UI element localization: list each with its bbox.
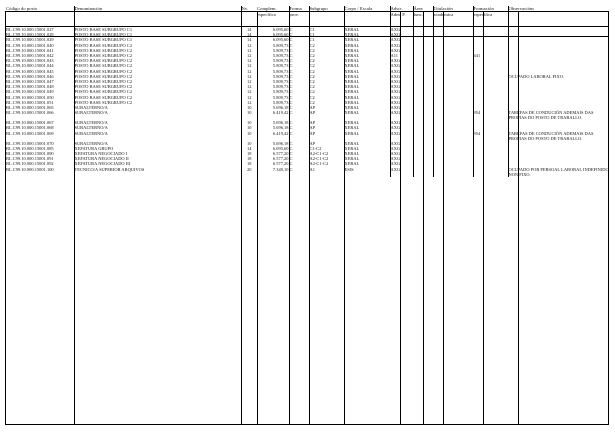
cell-codigo: BL.C99.10.000.15001.029 xyxy=(6,37,54,43)
header-line: Forma xyxy=(289,6,302,11)
cell-observacions: OCUPADO LABORAL FIXO. xyxy=(508,74,609,79)
column-rule-forma-prov xyxy=(289,11,290,425)
cell-denominacion: POSTO BASE SUBGRUPO C2 xyxy=(74,48,241,53)
column-rule-area xyxy=(423,11,424,425)
column-header-codigo xyxy=(6,6,74,27)
cell-complemento: 6.419,42 xyxy=(272,110,289,116)
cell-formacion: 954 xyxy=(473,131,508,141)
cell-adscr: AXG xyxy=(390,105,413,110)
cell-denominacion: POSTO BASE SUBGRUPO C2 xyxy=(74,95,241,100)
cell-subgrupo: C2 xyxy=(309,79,344,84)
cell-subgrupo: A2-C1-C2 xyxy=(309,151,344,156)
cell-subgrupo: AP xyxy=(309,141,344,146)
cell-subgrupo: C2 xyxy=(309,100,344,105)
cell-nivel: 18 xyxy=(241,151,257,156)
cell-forma-prov: C xyxy=(289,105,309,110)
cell-complemento: 5.809,73 xyxy=(272,79,289,85)
cell-nivel: 10 xyxy=(241,110,257,120)
cell-adscr: AXG xyxy=(390,32,413,37)
cell-denominacion: POSTO BASE SUBGRUPO C2 xyxy=(74,84,241,89)
cell-titulacion xyxy=(433,131,473,141)
cell-adscr: AXG xyxy=(390,74,413,79)
cell-forma-prov: C xyxy=(289,84,309,89)
document-page xyxy=(0,6,615,445)
cell-codigo: BL.C99.10.000.15001.028 xyxy=(6,32,54,38)
cell-corpo: XERAL xyxy=(344,32,390,37)
cell-observacions: OCUPADO POR PERSOAL LABORAL INDEFINIDO NON FIXO. xyxy=(508,166,609,177)
header-line: Subgrupo xyxy=(309,6,328,11)
cell-corpo: XERAL xyxy=(344,156,390,161)
cell-subgrupo: C2 xyxy=(309,89,344,94)
cell-forma-prov: C xyxy=(289,53,309,58)
cell-forma-prov: C xyxy=(289,79,309,84)
column-rule-nivel xyxy=(241,11,242,425)
column-header-titulacion xyxy=(433,6,473,27)
cell-corpo: XERAL xyxy=(344,146,390,151)
header-line: Formación xyxy=(473,6,494,11)
cell-denominacion: SUBALTERNO/A xyxy=(74,105,241,110)
cell-denominacion: POSTO BASE SUBGRUPO C2 xyxy=(74,79,241,84)
cell-complemento: 6.577,20 xyxy=(272,151,289,157)
cell-nivel: 12 xyxy=(241,48,257,53)
cell-denominacion: SUBALTERNO/A xyxy=(74,131,241,141)
cell-denominacion: XEFATURA GRUPO xyxy=(74,146,241,151)
cell-codigo: BL.C99.10.000.15001.042 xyxy=(6,53,54,59)
column-rule-observacions xyxy=(518,11,519,425)
cell-complemento: 5.809,73 xyxy=(272,73,289,79)
header-line: específica xyxy=(473,11,493,17)
cell-codigo: BL.C99.10.000.15001.068 xyxy=(6,125,54,131)
cell-corpo: XERAL xyxy=(344,120,390,125)
cell-observacions: TAREFAS DE CONDUCIÓN ADEMAIS DAS PROPIAS DO POSTO DE TRABALLO. xyxy=(508,110,609,120)
cell-complemento: 5.809,73 xyxy=(272,84,289,90)
cell-codigo: BL.C99.10.000.15001.045 xyxy=(6,68,54,74)
cell-forma-prov: C xyxy=(289,37,309,42)
cell-codigo: BL.C99.10.000.15001.047 xyxy=(6,79,54,85)
cell-complemento: 5.809,73 xyxy=(272,53,289,59)
cell-forma-prov: C xyxy=(289,110,309,120)
cell-denominacion: POSTO BASE SUBGRUPO C1 xyxy=(74,27,241,33)
cell-codigo: BL.C99.10.000.15001.044 xyxy=(6,63,54,69)
cell-codigo: BL.C99.10.000.15001.070 xyxy=(6,140,54,146)
cell-codigo: BL.C99.10.000.15001.091 xyxy=(6,156,54,162)
header-line: Corpo / Escala xyxy=(344,6,373,11)
cell-denominacion: POSTO BASE SUBGRUPO C2 xyxy=(74,63,241,68)
header-line: Área xyxy=(413,6,423,11)
cell-nivel: 14 xyxy=(241,37,257,42)
cell-complemento: 5.809,73 xyxy=(272,68,289,74)
cell-subgrupo: AP xyxy=(309,120,344,125)
cell-adscr: AXG xyxy=(390,110,413,120)
cell-nivel: 12 xyxy=(241,74,257,79)
cell-complemento: 6.095,60 xyxy=(272,145,289,151)
cell-complemento: 5.809,73 xyxy=(272,63,289,69)
cell-forma-prov: C xyxy=(289,151,309,156)
cell-forma-prov: C xyxy=(289,74,309,79)
cell-denominacion: POSTO BASE SUBGRUPO C2 xyxy=(74,58,241,63)
cell-formacion xyxy=(473,167,508,177)
cell-codigo: BL.C99.10.000.15001.040 xyxy=(6,42,54,48)
column-rule-corpo xyxy=(344,11,345,425)
cell-nivel: 20 xyxy=(241,167,257,177)
cell-complemento: 6.577,20 xyxy=(272,156,289,162)
column-rule-formacion xyxy=(483,11,484,425)
cell-denominacion: POSTO BASE SUBGRUPO C2 xyxy=(74,43,241,48)
header-line: Denominación xyxy=(74,6,103,11)
column-header-complemento xyxy=(257,6,289,27)
cell-forma-prov: C xyxy=(289,27,309,33)
cell-adscr: AXG xyxy=(390,27,413,33)
cell-subgrupo: AP xyxy=(309,105,344,110)
cell-adscr: AXG xyxy=(390,156,413,161)
cell-subgrupo: C2 xyxy=(309,53,344,58)
cell-nivel: 12 xyxy=(241,95,257,100)
cell-denominacion: SUBALTERNO/A xyxy=(74,110,241,120)
cell-adscr: AXG xyxy=(390,58,413,63)
column-header-forma-prov xyxy=(289,6,309,27)
header-line: Titulación xyxy=(433,6,453,11)
cell-adscr: AXG xyxy=(390,43,413,48)
cell-nivel: 18 xyxy=(241,156,257,161)
cell-subgrupo: C2 xyxy=(309,43,344,48)
cell-adscr: AXG xyxy=(390,48,413,53)
cell-subgrupo: AP xyxy=(309,110,344,120)
cell-complemento: 5.809,73 xyxy=(272,58,289,64)
cell-forma-prov: C xyxy=(289,146,309,151)
column-rule-titulacion xyxy=(443,11,444,425)
cell-adscr: AXG xyxy=(390,63,413,68)
cell-nivel: 10 xyxy=(241,131,257,141)
cell-corpo: XERAL xyxy=(344,63,390,68)
cell-codigo: BL.C99.10.000.15001.043 xyxy=(6,58,54,64)
header-line: específico xyxy=(257,11,277,17)
cell-adscr: AXG xyxy=(390,141,413,146)
cell-corpo: XERAL xyxy=(344,131,390,141)
cell-forma-prov: C xyxy=(289,156,309,161)
cell-corpo: ESIS xyxy=(344,167,390,177)
header-line: Nv. xyxy=(241,6,249,11)
cell-nivel: 10 xyxy=(241,105,257,110)
cell-complemento: 5.809,73 xyxy=(272,42,289,48)
cell-codigo: BL.C99.10.000.15001.065 xyxy=(6,105,54,111)
cell-corpo: XERAL xyxy=(344,141,390,146)
cell-subgrupo: C2 xyxy=(309,69,344,74)
cell-adscr: AXG xyxy=(390,37,413,42)
cell-denominacion: XEFATURA NEGOCIADO II xyxy=(74,156,241,161)
cell-subgrupo: C2 xyxy=(309,63,344,68)
cell-denominacion: SUBALTERNO/A xyxy=(74,120,241,125)
cell-complemento: 7.349,10 xyxy=(272,166,289,172)
cell-subgrupo: C1 xyxy=(309,32,344,37)
cell-subgrupo: AP xyxy=(309,131,344,141)
cell-subgrupo: C1-C2 xyxy=(309,146,344,151)
cell-forma-prov: C xyxy=(289,125,309,130)
cell-denominacion: POSTO BASE SUBGRUPO C2 xyxy=(74,53,241,58)
cell-corpo: XERAL xyxy=(344,74,390,79)
cell-adscr: AXG xyxy=(390,125,413,130)
column-header-nivel xyxy=(241,6,257,27)
cell-nivel: 12 xyxy=(241,58,257,63)
cell-forma-prov: C xyxy=(289,63,309,68)
cell-corpo: XERAL xyxy=(344,161,390,166)
cell-adscr: AXG xyxy=(390,146,413,151)
cell-denominacion: POSTO BASE SUBGRUPO C1 xyxy=(74,32,241,37)
cell-codigo: BL.C99.10.000.15001.085 xyxy=(6,145,54,151)
cell-adscr: AXG xyxy=(390,95,413,100)
cell-titulacion xyxy=(433,167,473,177)
cell-codigo: BL.C99.10.000.15001.067 xyxy=(6,120,54,126)
cell-denominacion: POSTO BASE SUBGRUPO C2 xyxy=(74,74,241,79)
cell-forma-prov: C xyxy=(289,95,309,100)
cell-formacion: 641 xyxy=(473,53,508,58)
cell-corpo: XERAL xyxy=(344,95,390,100)
cell-nivel: 10 xyxy=(241,141,257,146)
cell-nivel: 10 xyxy=(241,125,257,130)
cell-adscr: AXG xyxy=(390,89,413,94)
cell-denominacion: POSTO BASE SUBGRUPO C2 xyxy=(74,69,241,74)
cell-complemento: 6.577,20 xyxy=(272,161,289,167)
cell-adscr: AXG xyxy=(390,120,413,125)
cell-nivel: 18 xyxy=(241,161,257,166)
cell-subgrupo: C2 xyxy=(309,58,344,63)
cell-corpo: XERAL xyxy=(344,105,390,110)
cell-complemento: 5.809,73 xyxy=(272,99,289,105)
header-line: Complem. xyxy=(257,6,277,11)
cell-nivel: 12 xyxy=(241,79,257,84)
header-line: académica xyxy=(433,11,454,17)
cell-complemento: 5.809,73 xyxy=(272,94,289,100)
cell-nivel: 12 xyxy=(241,63,257,68)
cell-complemento: 6.095,60 xyxy=(272,37,289,43)
cell-forma-prov: C xyxy=(289,100,309,105)
header-line: Código do posto xyxy=(6,6,38,11)
cell-forma-prov: C xyxy=(289,161,309,166)
cell-denominacion: TECNICO/A SUPERIOR ARQUIVOS xyxy=(74,167,241,177)
cell-nivel: 12 xyxy=(241,53,257,58)
cell-complemento: 5.696,18 xyxy=(272,140,289,146)
cell-codigo: BL.C99.10.000.15001.046 xyxy=(6,73,54,79)
cell-denominacion: SUBALTERNO/A xyxy=(74,125,241,130)
cell-adscr: A11 xyxy=(390,53,413,58)
column-header-corpo xyxy=(344,6,390,27)
cell-complemento: 5.696,18 xyxy=(272,105,289,111)
cell-subgrupo: AP xyxy=(309,125,344,130)
header-line: Adscr. xyxy=(390,6,403,11)
column-rule-denominacion xyxy=(74,11,75,425)
cell-corpo: XERAL xyxy=(344,53,390,58)
cell-adscr: AXG xyxy=(390,131,413,141)
cell-codigo: BL.C99.10.000.15001.100 xyxy=(6,166,54,172)
cell-denominacion: POSTO BASE SUBGRUPO C2 xyxy=(74,89,241,94)
cell-subgrupo: C1 xyxy=(309,27,344,33)
cell-corpo: XERAL xyxy=(344,69,390,74)
header-line: Observacións xyxy=(508,6,535,11)
header-line: func. xyxy=(413,11,424,17)
cell-subgrupo: C2 xyxy=(309,95,344,100)
cell-forma-prov: C xyxy=(289,120,309,125)
cell-forma-prov: C xyxy=(289,48,309,53)
cell-forma-prov: C xyxy=(289,69,309,74)
cell-forma-prov: C xyxy=(289,58,309,63)
cell-subgrupo: C2 xyxy=(309,84,344,89)
cell-adscr: AXG xyxy=(390,79,413,84)
cell-forma-prov: C xyxy=(289,131,309,141)
cell-titulacion xyxy=(433,110,473,120)
cell-subgrupo: C2 xyxy=(309,48,344,53)
cell-adscr: AXG xyxy=(390,84,413,89)
cell-corpo: XERAL xyxy=(344,100,390,105)
cell-forma-prov: C xyxy=(289,141,309,146)
cell-nivel: 14 xyxy=(241,32,257,37)
cell-subgrupo: A1 xyxy=(309,167,344,177)
column-header-adscr xyxy=(390,6,413,27)
cell-adscr: AXG xyxy=(390,100,413,105)
cell-nivel: 12 xyxy=(241,100,257,105)
cell-forma-prov: C xyxy=(289,43,309,48)
cell-denominacion: XEFATURA NEGOCIADO I xyxy=(74,151,241,156)
cell-subgrupo: A2-C1-C2 xyxy=(309,161,344,166)
cell-codigo: BL.C99.10.000.15001.051 xyxy=(6,99,54,105)
column-rule-complemento xyxy=(257,11,258,425)
cell-formacion: 954 xyxy=(473,110,508,120)
cell-corpo: XERAL xyxy=(344,125,390,130)
cell-nivel: 12 xyxy=(241,43,257,48)
column-header-subgrupo xyxy=(309,6,344,27)
cell-forma-prov: C xyxy=(289,32,309,37)
cell-adscr: AXG xyxy=(390,151,413,156)
cell-nivel: 10 xyxy=(241,120,257,125)
cell-forma-prov: C xyxy=(289,167,309,177)
header-line: Adm. P. xyxy=(390,11,406,17)
cell-corpo: XERAL xyxy=(344,110,390,120)
cell-corpo: XERAL xyxy=(344,84,390,89)
cell-codigo: BL.C99.10.000.15001.041 xyxy=(6,47,54,53)
cell-complemento: 6.095,60 xyxy=(272,27,289,32)
cell-corpo: XERAL xyxy=(344,151,390,156)
cell-complemento: 6.419,42 xyxy=(272,130,289,136)
column-rule-subgrupo xyxy=(309,11,310,425)
cell-denominacion: POSTO BASE SUBGRUPO C1 xyxy=(74,37,241,42)
cell-forma-prov: C xyxy=(289,89,309,94)
column-header-formacion xyxy=(473,6,508,27)
cell-codigo: BL.C99.10.000.15001.092 xyxy=(6,161,54,167)
cell-observacions: TAREFAS DE CONDUCIÓN ADEMAIS DAS PROPIAS DO POSTO DE TRABALLO. xyxy=(508,131,609,141)
cell-codigo: BL.C99.10.000.15001.066 xyxy=(6,110,54,116)
cell-complemento: 5.809,73 xyxy=(272,47,289,53)
cell-nivel: 12 xyxy=(241,89,257,94)
cell-denominacion: SUBALTERNO/A xyxy=(74,141,241,146)
column-rule-adscr xyxy=(400,11,401,425)
cell-adscr: AXG xyxy=(390,167,413,177)
cell-nivel: 14 xyxy=(241,27,257,33)
cell-denominacion: POSTO BASE SUBGRUPO C2 xyxy=(74,100,241,105)
cell-nivel: 12 xyxy=(241,69,257,74)
cell-codigo: BL.C99.10.000.15001.050 xyxy=(6,94,54,100)
cell-codigo: BL.C99.10.000.15001.069 xyxy=(6,130,54,136)
cell-subgrupo: C2 xyxy=(309,74,344,79)
cell-complemento: 5.809,73 xyxy=(272,89,289,95)
cell-subgrupo: C1 xyxy=(309,37,344,42)
cell-codigo: BL.C99.10.000.15001.049 xyxy=(6,89,54,95)
cell-nivel: 12 xyxy=(241,84,257,89)
header-line: prov. xyxy=(289,11,300,17)
cell-nivel: 14 xyxy=(241,146,257,151)
cell-adscr: AXG xyxy=(390,161,413,166)
cell-corpo: XERAL xyxy=(344,79,390,84)
cell-codigo: BL.C99.10.000.15001.027 xyxy=(6,27,54,32)
cell-codigo: BL.C99.10.000.15001.048 xyxy=(6,84,54,90)
cell-denominacion: XEFATURA NEGOCIADO III xyxy=(74,161,241,166)
cell-corpo: XERAL xyxy=(344,27,390,33)
cell-complemento: 6.095,60 xyxy=(272,32,289,38)
cell-complemento: 5.696,18 xyxy=(272,120,289,126)
cell-adscr: AXG xyxy=(390,69,413,74)
cell-corpo: XERAL xyxy=(344,37,390,42)
cell-codigo: BL.C99.10.000.15001.090 xyxy=(6,151,54,157)
cell-complemento: 5.696,18 xyxy=(272,125,289,131)
cell-corpo: XERAL xyxy=(344,43,390,48)
cell-corpo: XERAL xyxy=(344,89,390,94)
column-header-denominacion xyxy=(74,6,241,27)
cell-subgrupo: A2-C1-C2 xyxy=(309,156,344,161)
column-header-observacions xyxy=(508,6,609,27)
cell-corpo: XERAL xyxy=(344,48,390,53)
cell-corpo: XERAL xyxy=(344,58,390,63)
